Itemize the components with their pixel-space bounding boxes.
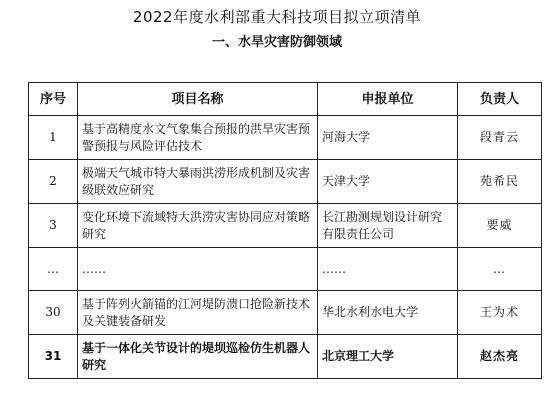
section-title: 一、水旱灾害防御领域 — [211, 35, 342, 50]
row-unit: 河海大学 — [318, 116, 458, 160]
table-row — [29, 291, 542, 335]
table-row — [29, 248, 542, 291]
row-project-name: 变化环境下流域特大洪涝灾害协同应对策略研究 — [78, 204, 318, 248]
header-name: 项目名称 — [78, 83, 318, 116]
row-lead: 王为术 — [458, 291, 542, 335]
table-header-row — [29, 83, 542, 116]
row-unit: 北京理工大学 — [318, 335, 458, 379]
row-lead: 要威 — [458, 204, 542, 248]
row-project-name: …… — [78, 248, 318, 291]
row-project-name: 极端天气城市特大暴雨洪涝形成机制及灾害级联效应研究 — [78, 160, 318, 204]
table-row — [29, 160, 542, 204]
project-table — [28, 82, 542, 379]
row-lead: 苑希民 — [458, 160, 542, 204]
document-title: 2022年度水利部重大科技项目拟立项清单 — [132, 8, 422, 26]
table-row — [29, 335, 542, 379]
table-row — [29, 116, 542, 160]
row-unit: 长江勘测规划设计研究有限责任公司 — [318, 204, 458, 248]
row-project-name: 基于高精度水文气象集合预报的洪旱灾害预警预报与风险评估技术 — [78, 116, 318, 160]
row-no: 31 — [29, 335, 78, 379]
row-no: 2 — [29, 160, 78, 204]
header-no: 序号 — [29, 83, 78, 116]
row-no: 3 — [29, 204, 78, 248]
row-unit: 天津大学 — [318, 160, 458, 204]
row-lead: … — [458, 248, 542, 291]
table-row — [29, 204, 542, 248]
row-unit: 华北水利水电大学 — [318, 291, 458, 335]
row-lead: 段青云 — [458, 116, 542, 160]
row-project-name: 基于阵列火箭锚的江河堤防溃口抢险新技术及关键装备研发 — [78, 291, 318, 335]
row-no: 1 — [29, 116, 78, 160]
header-lead: 负责人 — [458, 83, 542, 116]
row-lead: 赵杰亮 — [458, 335, 542, 379]
row-unit: …… — [318, 248, 458, 291]
header-unit: 申报单位 — [318, 83, 458, 116]
row-project-name: 基于一体化关节设计的堤坝巡检仿生机器人研究 — [78, 335, 318, 379]
row-no: 30 — [29, 291, 78, 335]
row-no: … — [29, 248, 78, 291]
